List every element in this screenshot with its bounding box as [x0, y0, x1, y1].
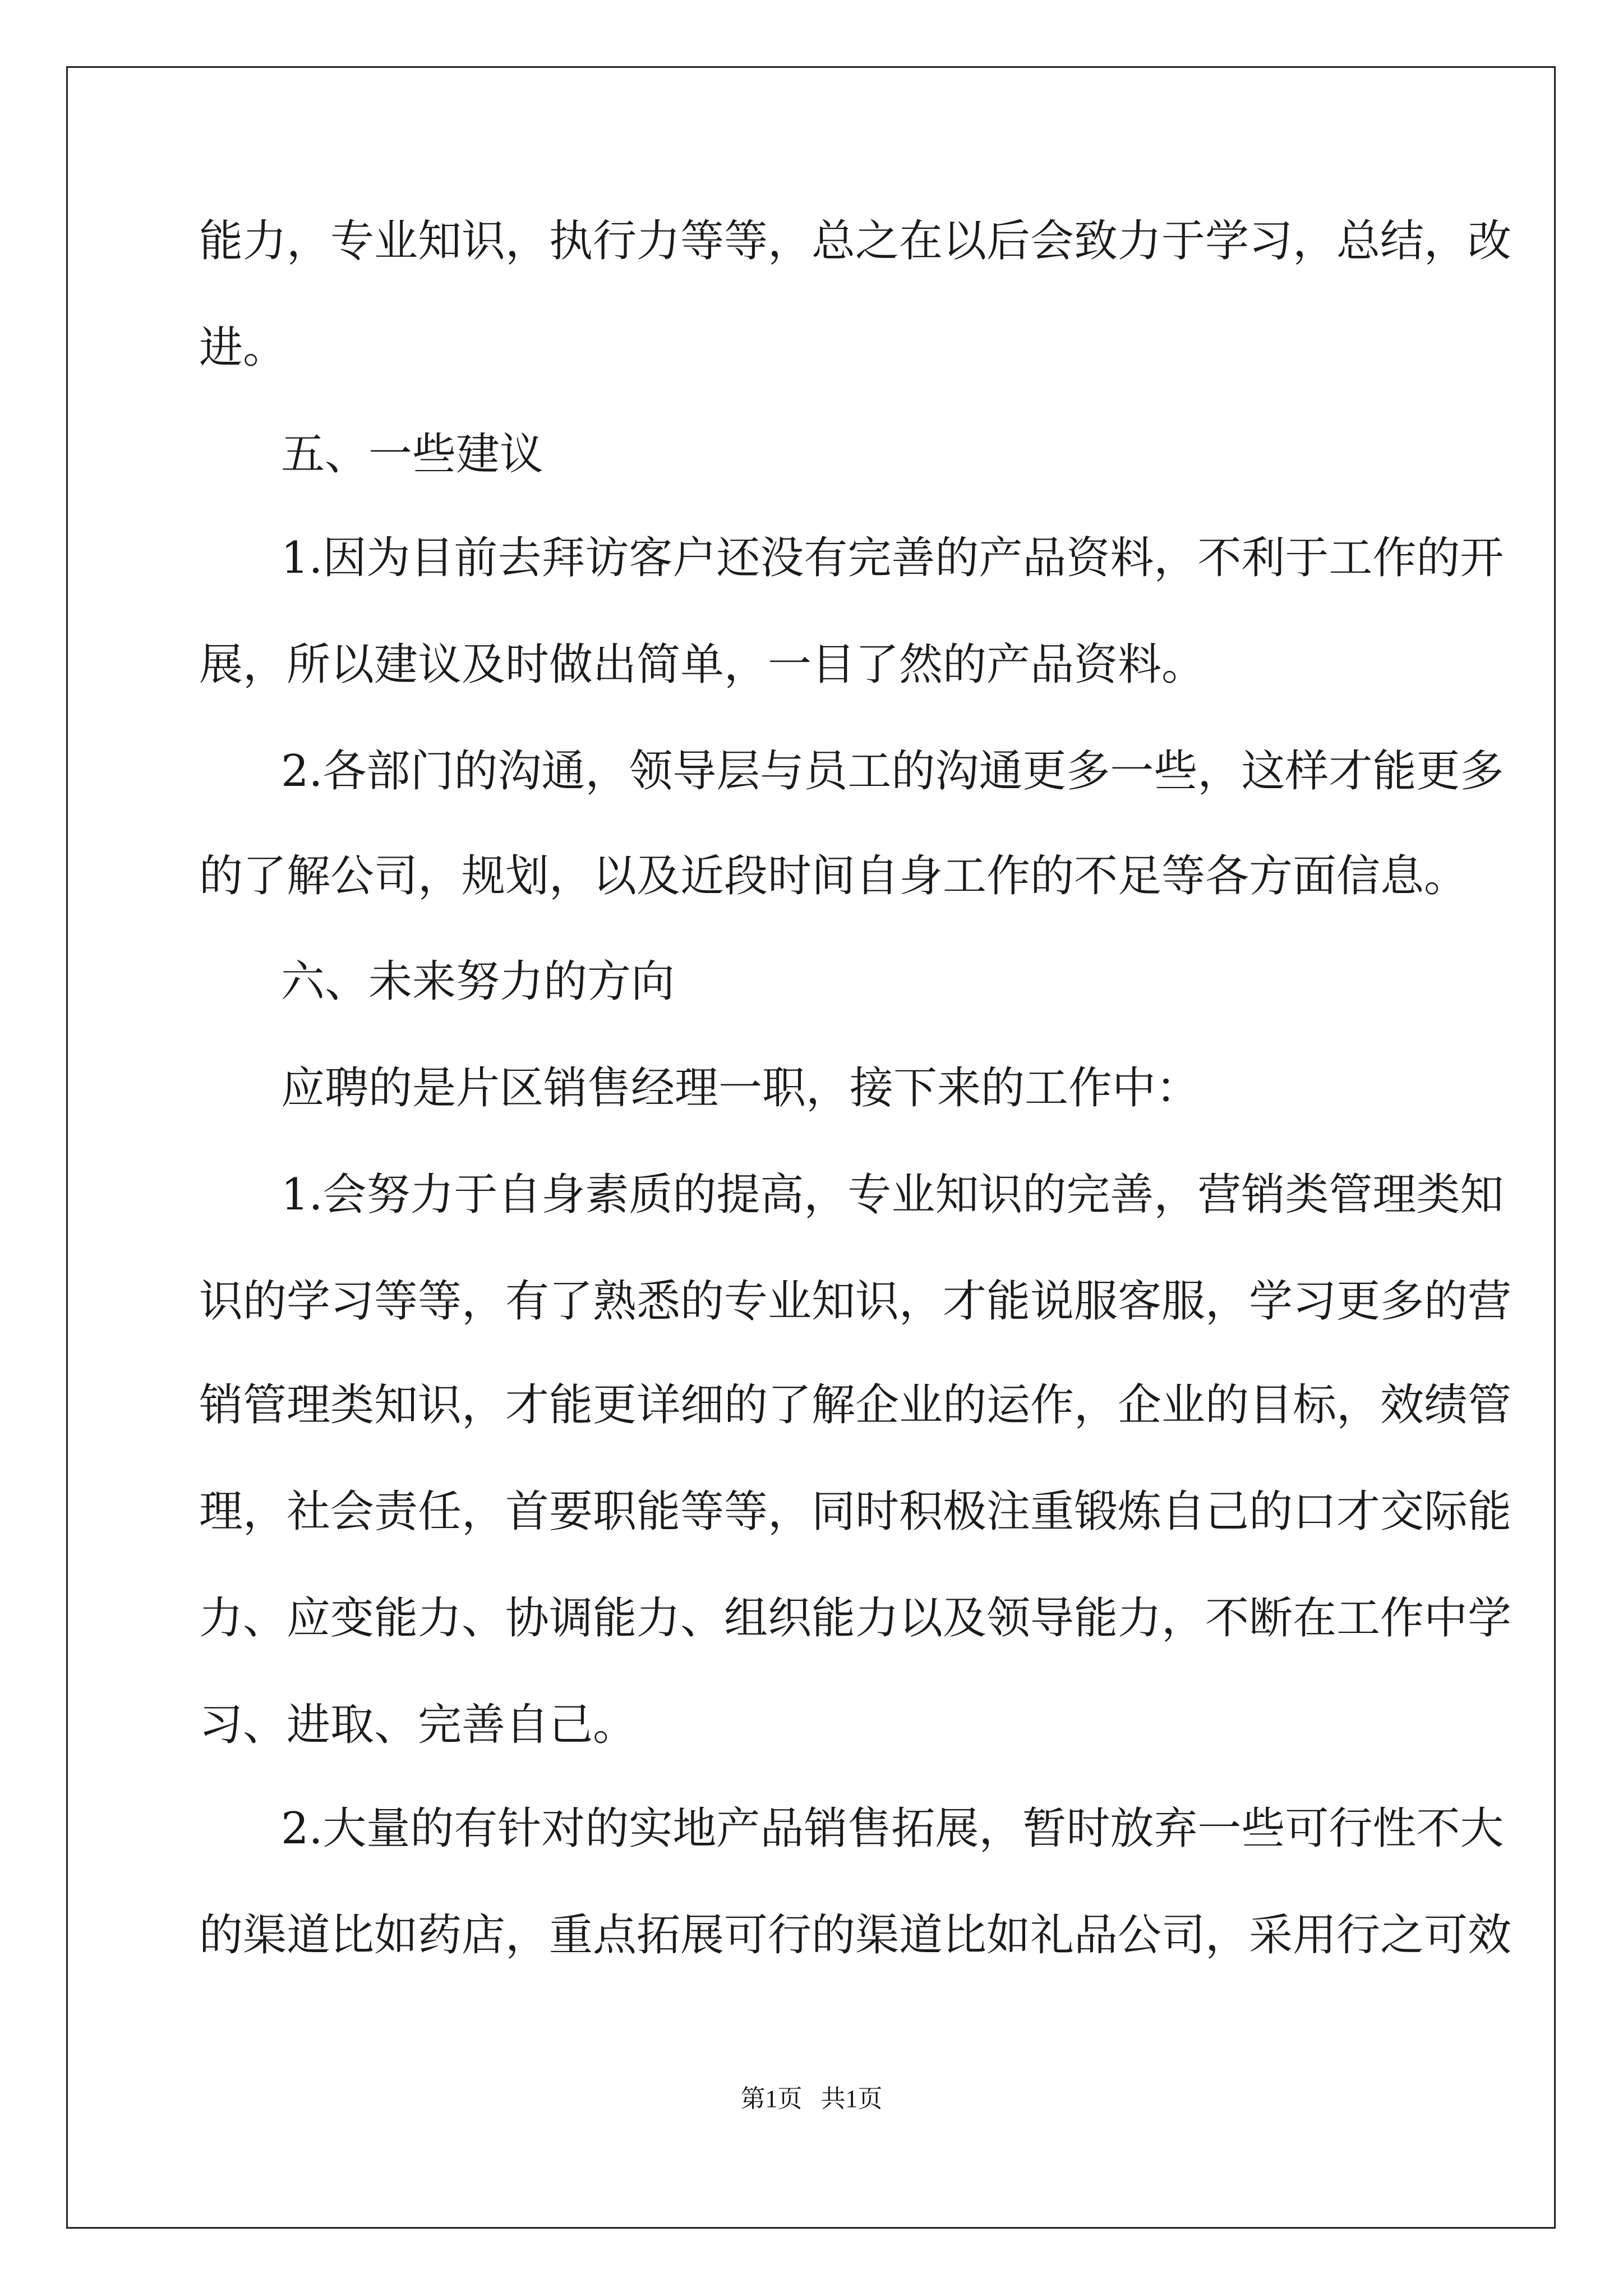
text-line: 进。	[199, 323, 287, 373]
text-line: 的了解公司，规划，以及近段时间自身工作的不足等各方面信息。	[199, 851, 1468, 901]
text-line: 2.各部门的沟通，领导层与员工的沟通更多一些，这样才能更多	[281, 746, 1504, 797]
text-line: 1.会努力于自身素质的提高，专业知识的完善，营销类管理类知	[281, 1170, 1504, 1220]
text-line: 习、进取、完善自己。	[199, 1700, 637, 1750]
text-line: 2.大量的有针对的实地产品销售拓展，暂时放弃一些可行性不大	[281, 1803, 1504, 1854]
text-line: 销管理类知识，才能更详细的了解企业的运作，企业的目标，效绩管	[199, 1380, 1512, 1430]
section-heading-future-direction: 六、未来努力的方向	[281, 956, 675, 1007]
text-line: 理，社会责任，首要职能等等，同时积极注重锻炼自己的口才交际能	[199, 1487, 1512, 1537]
text-line: 应聘的是片区销售经理一职，接下来的工作中：	[281, 1063, 1200, 1114]
text-line: 识的学习等等，有了熟悉的专业知识，才能说服客服，学习更多的营	[199, 1276, 1512, 1327]
text-line: 的渠道比如药店，重点拓展可行的渠道比如礼品公司，采用行之可效	[199, 1910, 1512, 1961]
text-line: 展，所以建议及时做出简单，一目了然的产品资料。	[199, 639, 1206, 690]
page-number-footer: 第1页 共1页	[740, 2085, 883, 2113]
text-line: 力、应变能力、协调能力、组织能力以及领导能力，不断在工作中学	[199, 1593, 1512, 1644]
section-heading-suggestions: 五、一些建议	[281, 429, 544, 480]
text-line: 1.因为目前去拜访客户还没有完善的产品资料，不利于工作的开	[281, 533, 1504, 583]
text-line: 能力，专业知识，执行力等等，总之在以后会致力于学习，总结，改	[199, 216, 1512, 266]
